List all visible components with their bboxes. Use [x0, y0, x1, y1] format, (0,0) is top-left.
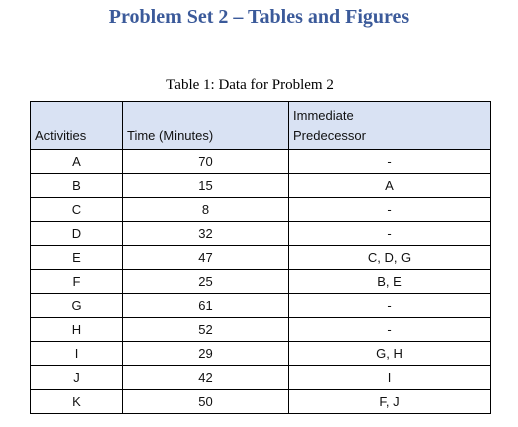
table-row [31, 342, 491, 366]
table-header-row [31, 102, 491, 150]
cell-predecessor: - [289, 294, 491, 318]
cell-predecessor: F, J [289, 390, 491, 414]
cell-time: 25 [123, 270, 289, 294]
table-row [31, 246, 491, 270]
cell-time: 8 [123, 198, 289, 222]
cell-activity: A [31, 150, 123, 174]
cell-predecessor: - [289, 222, 491, 246]
cell-predecessor: G, H [289, 342, 491, 366]
cell-predecessor: - [289, 198, 491, 222]
table-row [31, 366, 491, 390]
cell-time: 32 [123, 222, 289, 246]
table-caption: Table 1: Data for Problem 2 [166, 77, 334, 93]
cell-predecessor: A [289, 174, 491, 198]
cell-activity: F [31, 270, 123, 294]
cell-activity: G [31, 294, 123, 318]
cell-predecessor: B, E [289, 270, 491, 294]
table-row [31, 222, 491, 246]
cell-predecessor: C, D, G [289, 246, 491, 270]
cell-time: 42 [123, 366, 289, 390]
cell-predecessor: - [289, 150, 491, 174]
table-row [31, 198, 491, 222]
cell-time: 15 [123, 174, 289, 198]
table-row [31, 294, 491, 318]
cell-time: 70 [123, 150, 289, 174]
data-table [30, 101, 491, 414]
cell-time: 50 [123, 390, 289, 414]
cell-predecessor: I [289, 366, 491, 390]
cell-time: 61 [123, 294, 289, 318]
table-row [31, 270, 491, 294]
cell-activity: I [31, 342, 123, 366]
cell-time: 52 [123, 318, 289, 342]
table-row [31, 150, 491, 174]
header-activities: Activities [31, 102, 123, 150]
cell-activity: C [31, 198, 123, 222]
cell-activity: J [31, 366, 123, 390]
header-time: Time (Minutes) [123, 102, 289, 150]
cell-activity: K [31, 390, 123, 414]
table-row [31, 318, 491, 342]
cell-predecessor: - [289, 318, 491, 342]
header-predecessor-line1: Immediate [293, 107, 354, 123]
table-body [31, 150, 491, 414]
cell-activity: D [31, 222, 123, 246]
cell-activity: E [31, 246, 123, 270]
cell-activity: B [31, 174, 123, 198]
cell-activity: H [31, 318, 123, 342]
cell-time: 29 [123, 342, 289, 366]
cell-time: 47 [123, 246, 289, 270]
table-row [31, 390, 491, 414]
header-predecessor-line2: Predecessor [293, 127, 366, 143]
table-row [31, 174, 491, 198]
page-title: Problem Set 2 – Tables and Figures [108, 6, 410, 28]
header-predecessor [289, 102, 491, 150]
